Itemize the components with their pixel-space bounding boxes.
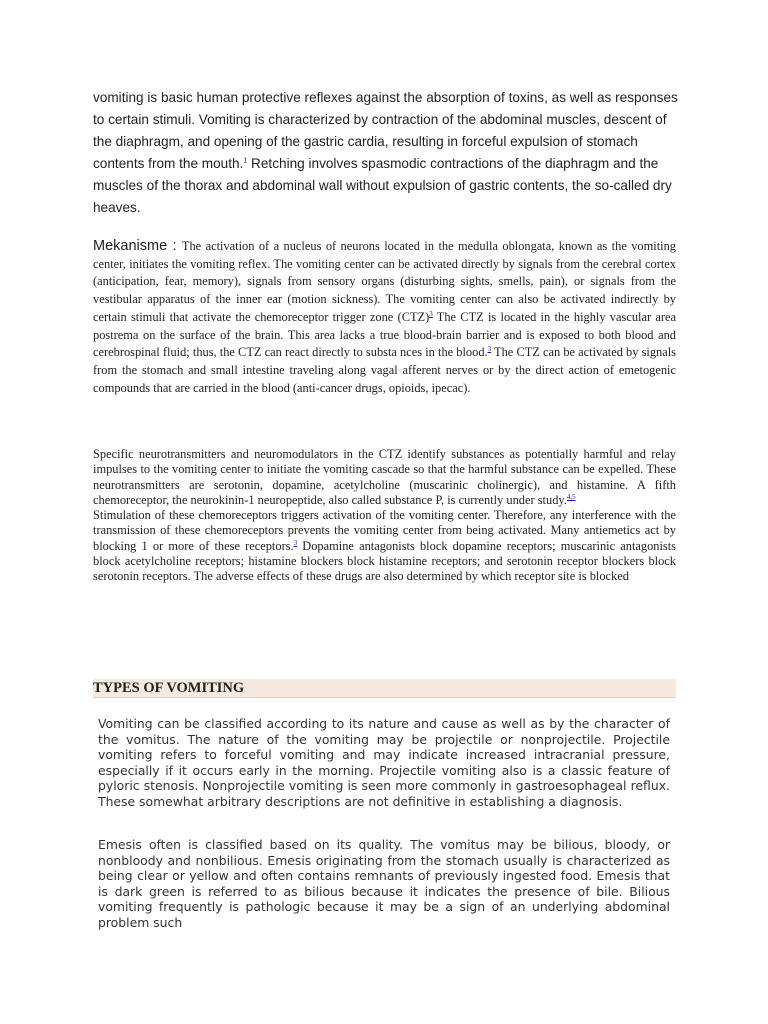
section-heading: TYPES OF VOMITING: [93, 680, 245, 696]
mekanisme-label: Mekanisme :: [93, 238, 182, 254]
mekanisme-paragraph: [93, 238, 676, 397]
intro-footnote: 1: [243, 157, 248, 165]
intro-text-b: Retching involves spasmodic contractions of the diaphragm and the muscles of the thorax and abdominal wall without expulsion of gastric contents, the so-called dry heaves.: [93, 156, 672, 215]
reference-link-3a[interactable]: 3: [429, 309, 433, 318]
neuro-text-b: Stimulation of these chemoreceptors triggers activation of the vomiting center. Therefore, any interference with the transmission of these chemoreceptors prevents the vomiting center from being activated. Many antiemetics act by blocking 1 or more of these receptors.: [93, 508, 676, 553]
reference-link-4-5[interactable]: 4,5: [566, 492, 576, 501]
mekanisme-text-a: The activation of a nucleus of neurons located in the medulla oblongata, known as the vomiting center, initiates the vomiting reflex. The vomiting center can be activated directly by signals from the cerebral cortex (anticipation, fear, memory), signals from sensory organs (disturbing sights, smells, pain), or signals from the vestibular apparatus of the inner ear (motion sickness). The vomiting center can also be activated indirectly by certain stimuli that activate the chemoreceptor trigger zone (CTZ): [93, 239, 676, 324]
mekanisme-text-b: The CTZ is located in the highly vascular area postrema on the surface of the brain. This area lacks a true blood-brain barrier and is exposed to both blood and cerebrospinal fluid; thus, the CTZ can react directly to substa nces in the blood.: [93, 309, 676, 360]
mekanisme-text-c: The CTZ can be activated by signals from the stomach and small intestine traveling along vagal afferent nerves or by the direct action of emetogenic compounds that are carried in the blood (anti-cancer drugs, opioids, ipecac).: [93, 345, 676, 395]
neurotransmitter-paragraph: [93, 447, 676, 585]
types-paragraph-1: Vomiting can be classified according to its nature and cause as well as by the character of the vomitus. The nature of the vomiting may be projectile or nonprojectile. Projectile vomiting refers to forceful vomiting and may indicate increased intracranial pressure, especially if it occurs early in the morning. Projectile vomiting also is a classic feature of pyloric stenosis. Nonprojectile vomiting is seen more commonly in gastroesophageal reflux. These somewhat arbitrary descriptions are not definitive in establishing a diagnosis.: [98, 716, 670, 809]
intro-text-a: vomiting is basic human protective reflexes against the absorption of toxins, as well as responses to certain stimuli. Vomiting is characterized by contraction of the abdominal muscles, descent of the diaphragm, and opening of the gastric cardia, resulting in forceful expulsion of stomach contents from the mouth.: [93, 90, 678, 171]
intro-paragraph: [93, 87, 678, 219]
section-heading-bar: [93, 679, 676, 698]
neuro-text-a: Specific neurotransmitters and neuromodulators in the CTZ identify substances as potentially harmful and relay impulses to the vomiting center to initiate the vomiting cascade so that the harmful substance can be expelled. These neurotransmitters are serotonin, dopamine, acetylcholine (muscarinic cholinergic), and histamine. A fifth chemoreceptor, the neurokinin-1 neuropeptide, also called substance P, is currently under study.: [93, 447, 676, 507]
reference-link-3b[interactable]: 3: [487, 345, 492, 354]
types-paragraph-2: Emesis often is classified based on its quality. The vomitus may be bilious, bloody, or nonbloody and nonbilious. Emesis originating from the stomach usually is characterized as being clear or yellow and often contains remnants of previously ingested food. Emesis that is dark green is referred to as bilious because it indicates the presence of bile. Bilious vomiting frequently is pathologic because it may be a sign of an underlying abdominal problem such: [98, 837, 670, 930]
reference-link-3c[interactable]: 3: [293, 538, 298, 547]
neuro-text-c: Dopamine antagonists block dopamine receptors; muscarinic antagonists block acetylcholine receptors; histamine blockers block histamine receptors; and serotonin receptor blockers block serotonin receptors. The adverse effects of these drugs are also determined by which receptor site is blocked: [93, 538, 676, 584]
